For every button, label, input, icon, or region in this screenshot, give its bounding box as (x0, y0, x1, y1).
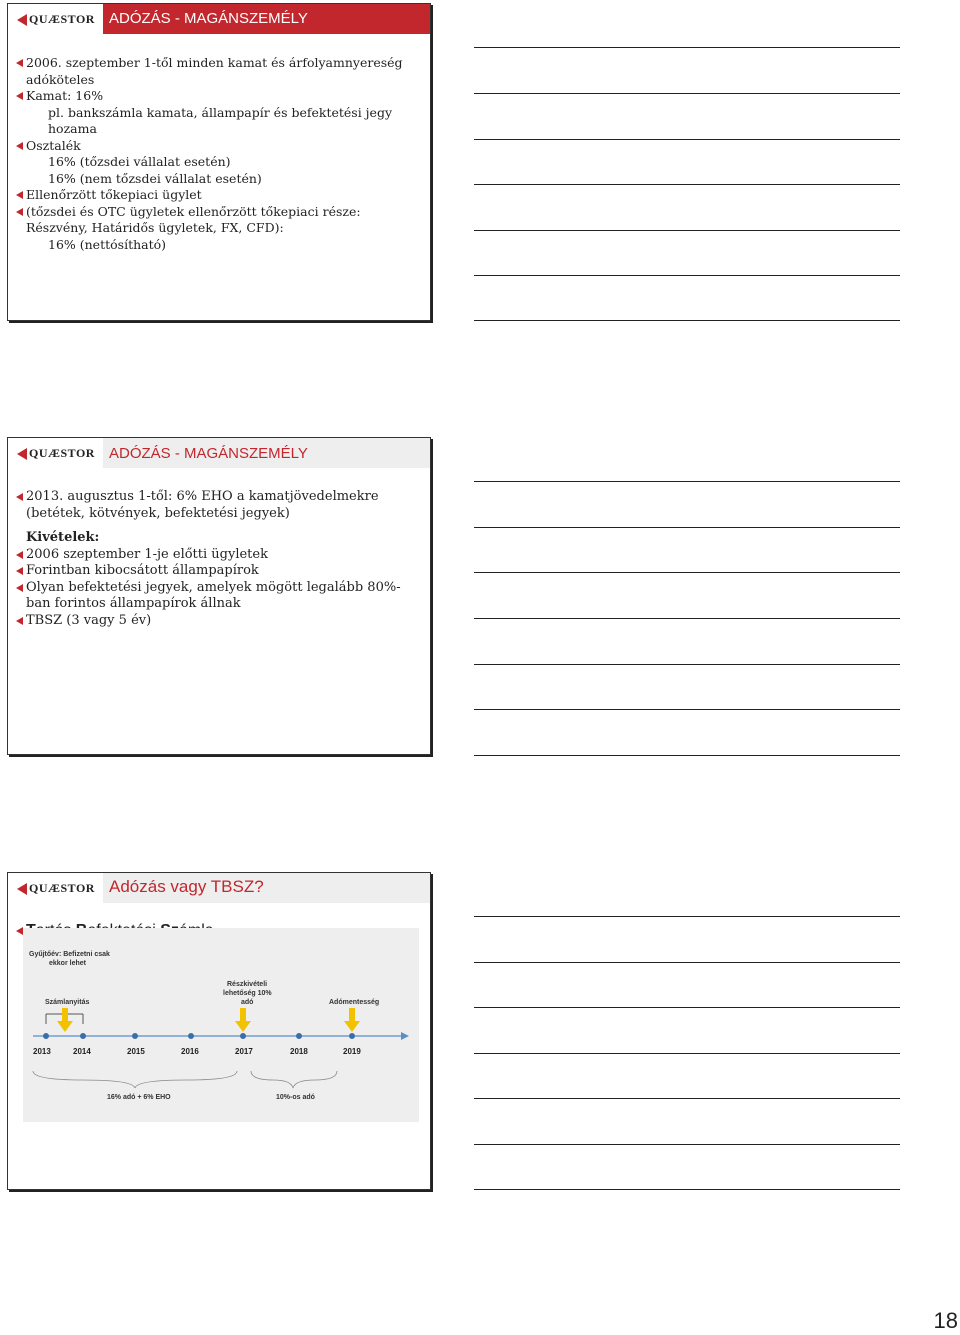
notes-line (474, 527, 900, 528)
yellow-arrow-icon (235, 1008, 251, 1032)
notes-line (474, 755, 900, 756)
bullet-arrow-icon (16, 493, 23, 501)
timeline-label-reszkiveteli: lehetőség 10% (223, 990, 272, 997)
notes-line (474, 1098, 900, 1099)
slide-title-bar (103, 873, 430, 903)
year-label: 2018 (290, 1047, 308, 1056)
bullet-arrow-icon (16, 142, 23, 150)
slide-header (8, 438, 430, 468)
slide-header (8, 873, 430, 903)
slide-header (8, 4, 430, 34)
yellow-arrow-icon (344, 1008, 360, 1032)
notes-line (474, 1007, 900, 1008)
notes-line (474, 709, 900, 710)
notes-line (474, 618, 900, 619)
bullet-arrow-icon (16, 584, 23, 592)
notes-line (474, 1144, 900, 1145)
notes-line (474, 664, 900, 665)
text-line: ban forintos állampapírok állnak (26, 596, 241, 611)
text-line: hozama (48, 121, 97, 136)
logo-mark-icon (17, 448, 27, 460)
bullet-arrow-icon (16, 617, 23, 625)
timeline-label-gyujtoev: Gyűjtőév: Befizetni csak (29, 951, 110, 958)
bullet-line: TBSZ (3 vagy 5 év) (26, 613, 422, 630)
notes-line (474, 47, 900, 48)
exceptions-heading: Kivételek: (26, 530, 100, 545)
bullet-arrow-icon (16, 927, 23, 935)
phase-bracket (251, 1071, 337, 1088)
notes-line (474, 139, 900, 140)
bullet-line: (tőzsdei és OTC ügyletek ellenőrzött tőkepiaci része: (26, 204, 422, 221)
notes-line (474, 93, 900, 94)
year-label: 2016 (181, 1047, 199, 1056)
phase-label-2: 10%-os adó (276, 1094, 315, 1101)
notes-line (474, 1189, 900, 1190)
logo-mark-icon (17, 14, 27, 26)
notes-line (474, 1053, 900, 1054)
timeline-label-reszkiveteli: adó (241, 999, 254, 1006)
slide-title-bar (103, 438, 430, 468)
logo-text: QUÆSTOR (29, 12, 95, 26)
slide-3 (7, 872, 431, 1190)
slide-title-bar (103, 4, 430, 34)
year-label: 2015 (127, 1047, 145, 1056)
logo-text: QUÆSTOR (29, 446, 95, 460)
text-line: adóköteles (26, 71, 95, 87)
timeline-label-gyujtoev: ekkor lehet (49, 960, 86, 967)
bullet-arrow-icon (16, 59, 23, 67)
year-label: 2017 (235, 1047, 253, 1056)
bullet-arrow-icon (16, 567, 23, 575)
tbsz-timeline (23, 928, 419, 1122)
quaestor-logo (8, 4, 103, 34)
slide-body (26, 55, 422, 253)
slide-title: ADÓZÁS - MAGÁNSZEMÉLY (109, 10, 308, 27)
slide-title: Adózás vagy TBSZ? (109, 877, 264, 896)
text-line: 16% (nem tőzsdei vállalat esetén) (48, 170, 262, 186)
logo-text: QUÆSTOR (29, 881, 95, 895)
subtitle-line: Tartós Befektetési Számla (26, 921, 422, 941)
notes-line (474, 481, 900, 482)
text-line: Részvény, Határidős ügyletek, FX, CFD): (26, 220, 284, 235)
quaestor-logo (8, 873, 103, 903)
notes-line (474, 230, 900, 231)
text-line: pl. bankszámla kamata, állampapír és befektetési jegy (48, 104, 393, 120)
notes-line (474, 184, 900, 185)
year-label: 2014 (73, 1047, 91, 1056)
text-line: (betétek, kötvények, befektetési jegyek) (26, 505, 290, 521)
bullet-arrow-icon (16, 92, 23, 100)
text-line: 16% (tőzsdei vállalat esetén) (48, 154, 231, 169)
quaestor-logo (8, 438, 103, 468)
bullet-line: 2006. szeptember 1-től minden kamat és árfolyamnyereség (26, 55, 422, 72)
bullet-arrow-icon (16, 191, 23, 199)
notes-line (474, 572, 900, 573)
yellow-arrow-icon (57, 1008, 73, 1032)
bullet-line: Forintban kibocsátott állampapírok (26, 563, 422, 580)
notes-line (474, 962, 900, 963)
year-label: 2019 (343, 1047, 361, 1056)
slide-1 (7, 3, 431, 321)
slide-body (26, 489, 422, 629)
notes-line (474, 916, 900, 917)
text-line: 16% (nettósítható) (48, 236, 167, 252)
bullet-line: Kamat: 16% (26, 88, 422, 105)
timeline-label-reszkiveteli: Részkivételi (227, 981, 268, 988)
timeline-label-szamlanyitas: Számlanyitás (45, 999, 90, 1006)
bullet-line: 2013. augusztus 1-től: 6% EHO a kamatjövedelmekre (26, 489, 422, 506)
bullet-line: 2006 szeptember 1-je előtti ügyletek (26, 547, 422, 564)
slide-title: ADÓZÁS - MAGÁNSZEMÉLY (109, 445, 308, 462)
bullet-line: Olyan befektetési jegyek, amelyek mögött legalább 80%- (26, 580, 422, 597)
axis-arrowhead-icon (401, 1032, 409, 1040)
phase-bracket (33, 1071, 237, 1088)
bullet-line: Osztalék (26, 138, 422, 155)
year-label: 2013 (33, 1047, 51, 1056)
phase-label-1: 16% adó + 6% EHO (107, 1094, 171, 1101)
bullet-arrow-icon (16, 208, 23, 216)
notes-line (474, 275, 900, 276)
timeline-label-adomentesseg: Adómentesség (329, 999, 380, 1006)
bullet-arrow-icon (16, 551, 23, 559)
bullet-line: Ellenőrzött tőkepiaci ügylet (26, 187, 422, 204)
notes-line (474, 320, 900, 321)
page-number: 18 (933, 1308, 958, 1333)
slide-2 (7, 437, 431, 755)
logo-mark-icon (17, 883, 27, 895)
